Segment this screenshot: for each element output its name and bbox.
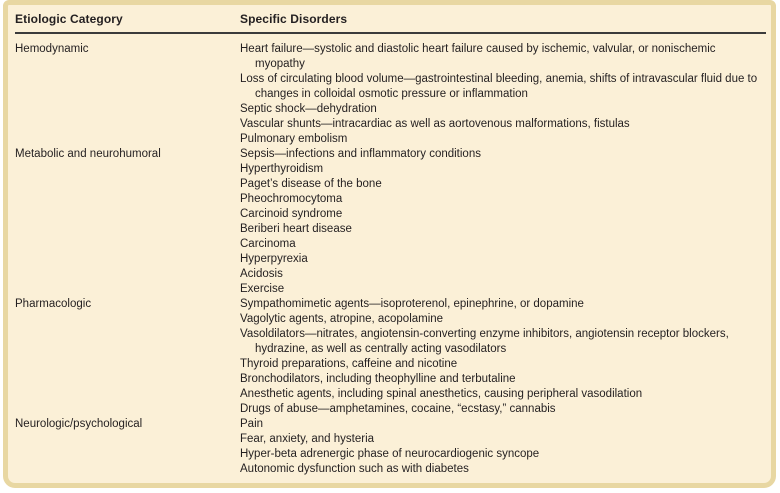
disorder-item: Carcinoid syndrome bbox=[240, 208, 343, 220]
disorder-item: Hyperthyroidism bbox=[240, 163, 324, 175]
disorder-item: Pheochromocytoma bbox=[240, 193, 343, 205]
etiologic-category-cell: Pharmacologic bbox=[15, 298, 92, 310]
specific-disorders-cell bbox=[240, 42, 765, 147]
disorder-item: Beriberi heart disease bbox=[240, 223, 352, 235]
specific-disorders-cell bbox=[240, 147, 765, 297]
column-header-etiologic-category: Etiologic Category bbox=[15, 12, 123, 26]
column-header-specific-disorders: Specific Disorders bbox=[240, 12, 348, 26]
disorder-item: Fear, anxiety, and hysteria bbox=[240, 433, 375, 445]
disorder-item: Pain bbox=[240, 418, 264, 430]
disorder-item: Vasoldilators—nitrates, angiotensin-converting enzyme inhibitors, angiotensin receptor blockers, hydrazine, as well as centrally acting vasodilators bbox=[240, 328, 729, 355]
disorder-item: Hyper-beta adrenergic phase of neurocardiogenic syncope bbox=[240, 448, 540, 460]
disorder-item: Bronchodilators, including theophylline and terbutaline bbox=[240, 373, 516, 385]
disorder-item: Autonomic dysfunction such as with diabetes bbox=[240, 463, 469, 475]
table-row bbox=[15, 297, 771, 417]
disorder-item: Acidosis bbox=[240, 268, 283, 280]
table-body bbox=[8, 34, 771, 477]
disorder-item: Septic shock—dehydration bbox=[240, 103, 377, 115]
table-row bbox=[15, 42, 771, 147]
disorder-item: Vascular shunts—intracardiac as well as aortovenous malformations, fistulas bbox=[240, 118, 630, 130]
disorder-item: Paget’s disease of the bone bbox=[240, 178, 382, 190]
disorder-item: Carcinoma bbox=[240, 238, 296, 250]
etiologic-category-cell: Metabolic and neurohumoral bbox=[15, 148, 161, 160]
disorder-item: Thyroid preparations, caffeine and nicotine bbox=[240, 358, 458, 370]
etiologic-category-cell: Hemodynamic bbox=[15, 43, 89, 55]
disorder-item: Sepsis—infections and inflammatory conditions bbox=[240, 148, 481, 160]
etiology-table-panel bbox=[3, 0, 776, 488]
table-header-row bbox=[8, 5, 771, 27]
disorder-item: Heart failure—systolic and diastolic heart failure caused by ischemic, valvular, or nonischemic myopathy bbox=[240, 43, 716, 70]
disorder-item: Vagolytic agents, atropine, acopolamine bbox=[240, 313, 444, 325]
disorder-item: Drugs of abuse—amphetamines, cocaine, “ecstasy,” cannabis bbox=[240, 403, 556, 415]
disorder-item: Exercise bbox=[240, 283, 285, 295]
etiologic-category-cell: Neurologic/psychological bbox=[15, 418, 143, 430]
disorder-item: Pulmonary embolism bbox=[240, 133, 348, 145]
disorder-item: Sympathomimetic agents—isoproterenol, epinephrine, or dopamine bbox=[240, 298, 584, 310]
specific-disorders-cell bbox=[240, 297, 765, 417]
table-row bbox=[15, 147, 771, 297]
specific-disorders-cell bbox=[240, 417, 765, 477]
disorder-item: Loss of circulating blood volume—gastrointestinal bleeding, anemia, shifts of intravascular fluid due to changes in colloidal osmotic pressure or inflammation bbox=[240, 73, 758, 100]
disorder-item: Anesthetic agents, including spinal anesthetics, causing peripheral vasodilation bbox=[240, 388, 643, 400]
disorder-item: Hyperpyrexia bbox=[240, 253, 308, 265]
table-row bbox=[15, 417, 771, 477]
